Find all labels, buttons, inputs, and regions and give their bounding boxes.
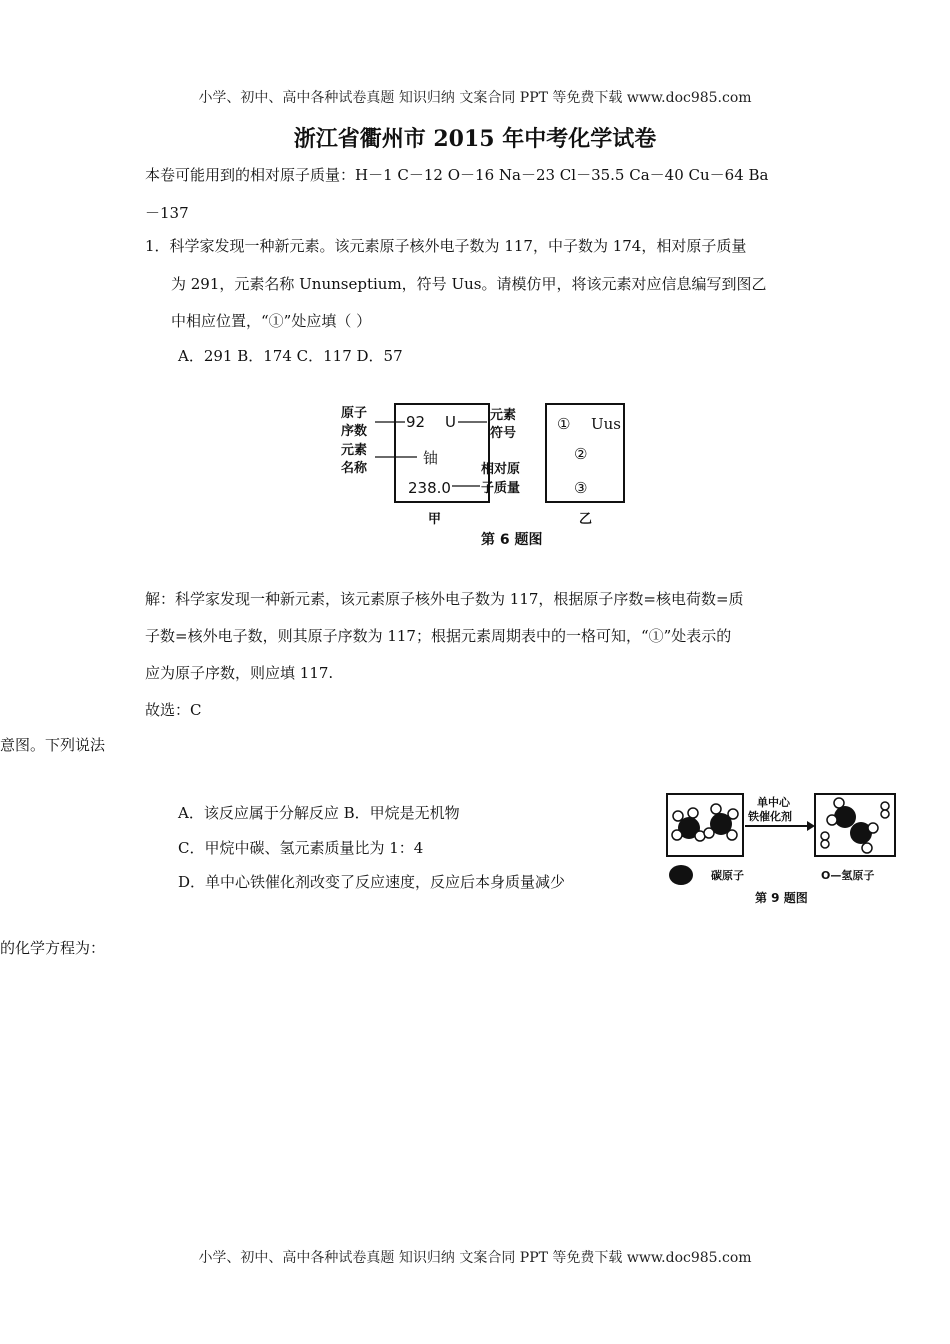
figure-9-caption: 第 9 题图 — [755, 891, 808, 905]
label-atomic-number-1: 原子 — [341, 406, 368, 421]
yi-mark-1: ① — [557, 415, 571, 433]
atomic-mass-line-1: 本卷可能用到的相对原子质量：H－1 C－12 O－16 Na－23 Cl－35.5 Ca－40 Cu－64 Ba — [145, 166, 769, 184]
page-footer: 小学、初中、高中各种试卷真题 知识归纳 文案合同 PPT 等免费下载 www.doc985.com — [198, 1250, 752, 1266]
catalyst-label-1: 单中心 — [757, 796, 790, 809]
label-symbol-1: 元素 — [490, 408, 517, 423]
question-1-line-2: 为 291，元素名称 Ununseptium，符号 Uus。请模仿甲，将该元素对应信息编写到图乙 — [171, 275, 767, 293]
carbon-legend-dot — [669, 865, 693, 885]
jia-symbol: U — [445, 413, 456, 431]
figure-6-caption: 第 6 题图 — [481, 532, 543, 548]
label-element-name-2: 名称 — [341, 461, 368, 476]
question-1-line-3: 中相应位置，“①”处应填（ ） — [171, 312, 372, 330]
jia-element-name: 铀 — [423, 449, 439, 467]
question-1-line-1: 1．科学家发现一种新元素。该元素原子核外电子数为 117，中子数为 174，相对原子质量 — [145, 237, 747, 255]
catalyst-label-2: 铁催化剂 — [748, 810, 792, 823]
yi-mark-3: ③ — [574, 479, 588, 497]
label-atomic-number-2: 序数 — [341, 424, 368, 439]
page-title: 浙江省衢州市 2015 年中考化学试卷 — [293, 126, 657, 152]
hydrogen-molecule-1 — [821, 832, 829, 848]
question-1-options: A．291 B．174 C．117 D．57 — [178, 347, 403, 365]
atomic-mass-line-2: －137 — [145, 204, 189, 222]
caption-yi: 乙 — [579, 512, 593, 527]
yi-mark-2: ② — [574, 445, 588, 463]
page-header: 小学、初中、高中各种试卷真题 知识归纳 文案合同 PPT 等免费下载 www.doc985.com — [198, 90, 752, 106]
question-9-option-c: C．甲烷中碳、氢元素质量比为 1：4 — [178, 839, 424, 857]
solution-line-3: 应为原子序数，则应填 117. — [145, 664, 334, 682]
figure-9-reaction-diagram — [663, 788, 903, 908]
hydrogen-legend-label: O—氢原子 — [821, 869, 875, 882]
hydrogen-molecule-2 — [881, 802, 889, 818]
label-element-name-1: 元素 — [341, 443, 368, 458]
jia-atomic-number: 92 — [406, 413, 426, 431]
solution-line-1: 解：科学家发现一种新元素，该元素原子核外电子数为 117，根据原子序数=核电荷数=质 — [145, 590, 744, 608]
figure-6-element-cell — [335, 398, 625, 553]
question-9-option-d: D．单中心铁催化剂改变了反应速度，反应后本身质量减少 — [178, 873, 566, 891]
jia-atomic-mass: 238.0 — [408, 479, 451, 497]
caption-jia: 甲 — [428, 512, 442, 527]
ethylene-molecule — [827, 798, 878, 853]
question-9-option-a-b: A．该反应属于分解反应 B．甲烷是无机物 — [178, 804, 460, 822]
label-mass-1: 相对原 — [481, 462, 521, 477]
solution-answer: 故选：C — [145, 701, 202, 719]
carbon-legend-label: 碳原子 — [711, 869, 744, 882]
methane-molecule-left-1 — [672, 808, 705, 841]
fragment-text-2: 的化学方程为： — [0, 939, 106, 957]
yi-symbol: Uus — [591, 415, 621, 433]
solution-line-2: 子数=核外电子数，则其原子序数为 117；根据元素周期表中的一格可知，“①”处表示的 — [145, 627, 732, 645]
label-mass-2: 子质量 — [481, 481, 521, 496]
fragment-text-1: 意图。下列说法 — [0, 736, 106, 754]
label-symbol-2: 符号 — [490, 426, 517, 441]
methane-molecule-left-2 — [704, 804, 738, 840]
